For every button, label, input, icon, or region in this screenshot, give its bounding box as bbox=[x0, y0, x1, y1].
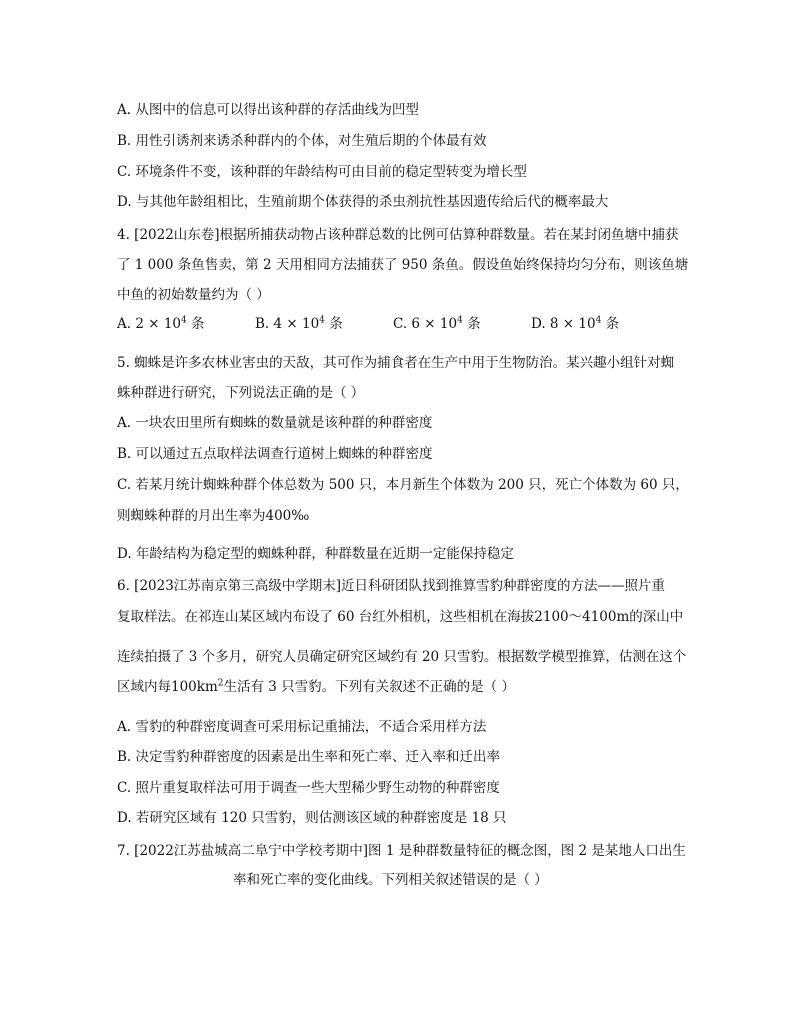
q6-option-c: C. 照片重复取样法可用于调查一些大型稀少野生动物的种群密度 bbox=[117, 780, 500, 796]
q4-stem-line-2: 了 1 000 条鱼售卖，第 2 天用相同方法捕获了 950 条鱼。假设鱼始终保持均匀分布，则该鱼塘 bbox=[117, 257, 689, 273]
q4-option-a: A. $2 \times 10^4$ 条 bbox=[117, 315, 205, 332]
q5-option-c-line-1: C. 若某月统计蜘蛛种群个体总数为 500 只，本月新生个体数为 200 只，死亡个体数为 60 只， bbox=[117, 477, 689, 493]
q4-option-c: C. $6 \times 10^4$ 条 bbox=[393, 315, 481, 332]
q5-option-c-line-2: 则蜘蛛种群的月出生率为400‰ bbox=[117, 508, 310, 524]
q6-stem-line-1: 6. [2023江苏南京第三高级中学期末]近日科研团队找到推算雪豹种群密度的方法——照片重 bbox=[117, 578, 666, 594]
q5-option-b: B. 可以通过五点取样法调查行道树上蜘蛛的种群密度 bbox=[117, 446, 433, 462]
q5-stem-line-2: 蛛种群进行研究，下列说法正确的是（ ） bbox=[117, 385, 365, 401]
q4-options-row bbox=[117, 315, 677, 333]
q5-stem-line-1: 5. 蜘蛛是许多农林业害虫的天敌，其可作为捕食者在生产中用于生物防治。某兴趣小组针对蜘 bbox=[117, 355, 675, 371]
q6-stem-line-4: 区域内每$100km^2$生活有 3 只雪豹。下列有关叙述不正确的是（ ） bbox=[117, 678, 515, 695]
q7-stem-line-1: 7. [2022江苏盐城高二阜宁中学校考期中]图 1 是种群数量特征的概念图，图 2 是某地人口出生 bbox=[117, 843, 686, 859]
q7-stem-line-2: 率和死亡率的变化曲线。下列相关叙述错误的是（ ） bbox=[233, 872, 548, 888]
q4-stem-line-3: 中鱼的初始数量约为（ ） bbox=[117, 287, 270, 303]
q6-stem-line-3: 连续拍摄了 3 个多月，研究人员确定研究区域约有 20 只雪豹。根据数学模型推算，估测在这个 bbox=[117, 649, 687, 665]
q3-option-d: D. 与其他年龄组相比，生殖前期个体获得的杀虫剂抗性基因遗传给后代的概率最大 bbox=[117, 194, 609, 210]
q6-option-d: D. 若研究区域有 120 只雪豹，则估测该区域的种群密度是 18 只 bbox=[117, 810, 507, 826]
q3-option-b: B. 用性引诱剂来诱杀种群内的个体，对生殖后期的个体最有效 bbox=[117, 133, 487, 149]
q3-option-a: A. 从图中的信息可以得出该种群的存活曲线为凹型 bbox=[117, 102, 419, 118]
q4-stem-line-1: 4. [2022山东卷]根据所捕获动物占该种群总数的比例可估算种群数量。若在某封闭鱼塘中捕获 bbox=[117, 227, 679, 243]
q6-option-b: B. 决定雪豹种群密度的因素是出生率和死亡率、迁入率和迁出率 bbox=[117, 749, 501, 765]
q5-option-a: A. 一块农田里所有蜘蛛的数量就是该种群的种群密度 bbox=[117, 415, 433, 431]
q4-option-b: B. $4 \times 10^4$ 条 bbox=[255, 315, 343, 332]
q6-option-a: A. 雪豹的种群密度调查可采用标记重捕法，不适合采用样方法 bbox=[117, 719, 487, 735]
q5-option-d: D. 年龄结构为稳定型的蜘蛛种群，种群数量在近期一定能保持稳定 bbox=[117, 546, 514, 562]
q4-option-d: D. $8 \times 10^4$ 条 bbox=[531, 315, 620, 332]
q3-option-c: C. 环境条件不变，该种群的年龄结构可由目前的稳定型转变为增长型 bbox=[117, 164, 527, 180]
q6-stem-line-2: 复取样法。在祁连山某区域内布设了 60 台红外相机，这些相机在海拔2100～4100m的深山中 bbox=[117, 609, 684, 625]
